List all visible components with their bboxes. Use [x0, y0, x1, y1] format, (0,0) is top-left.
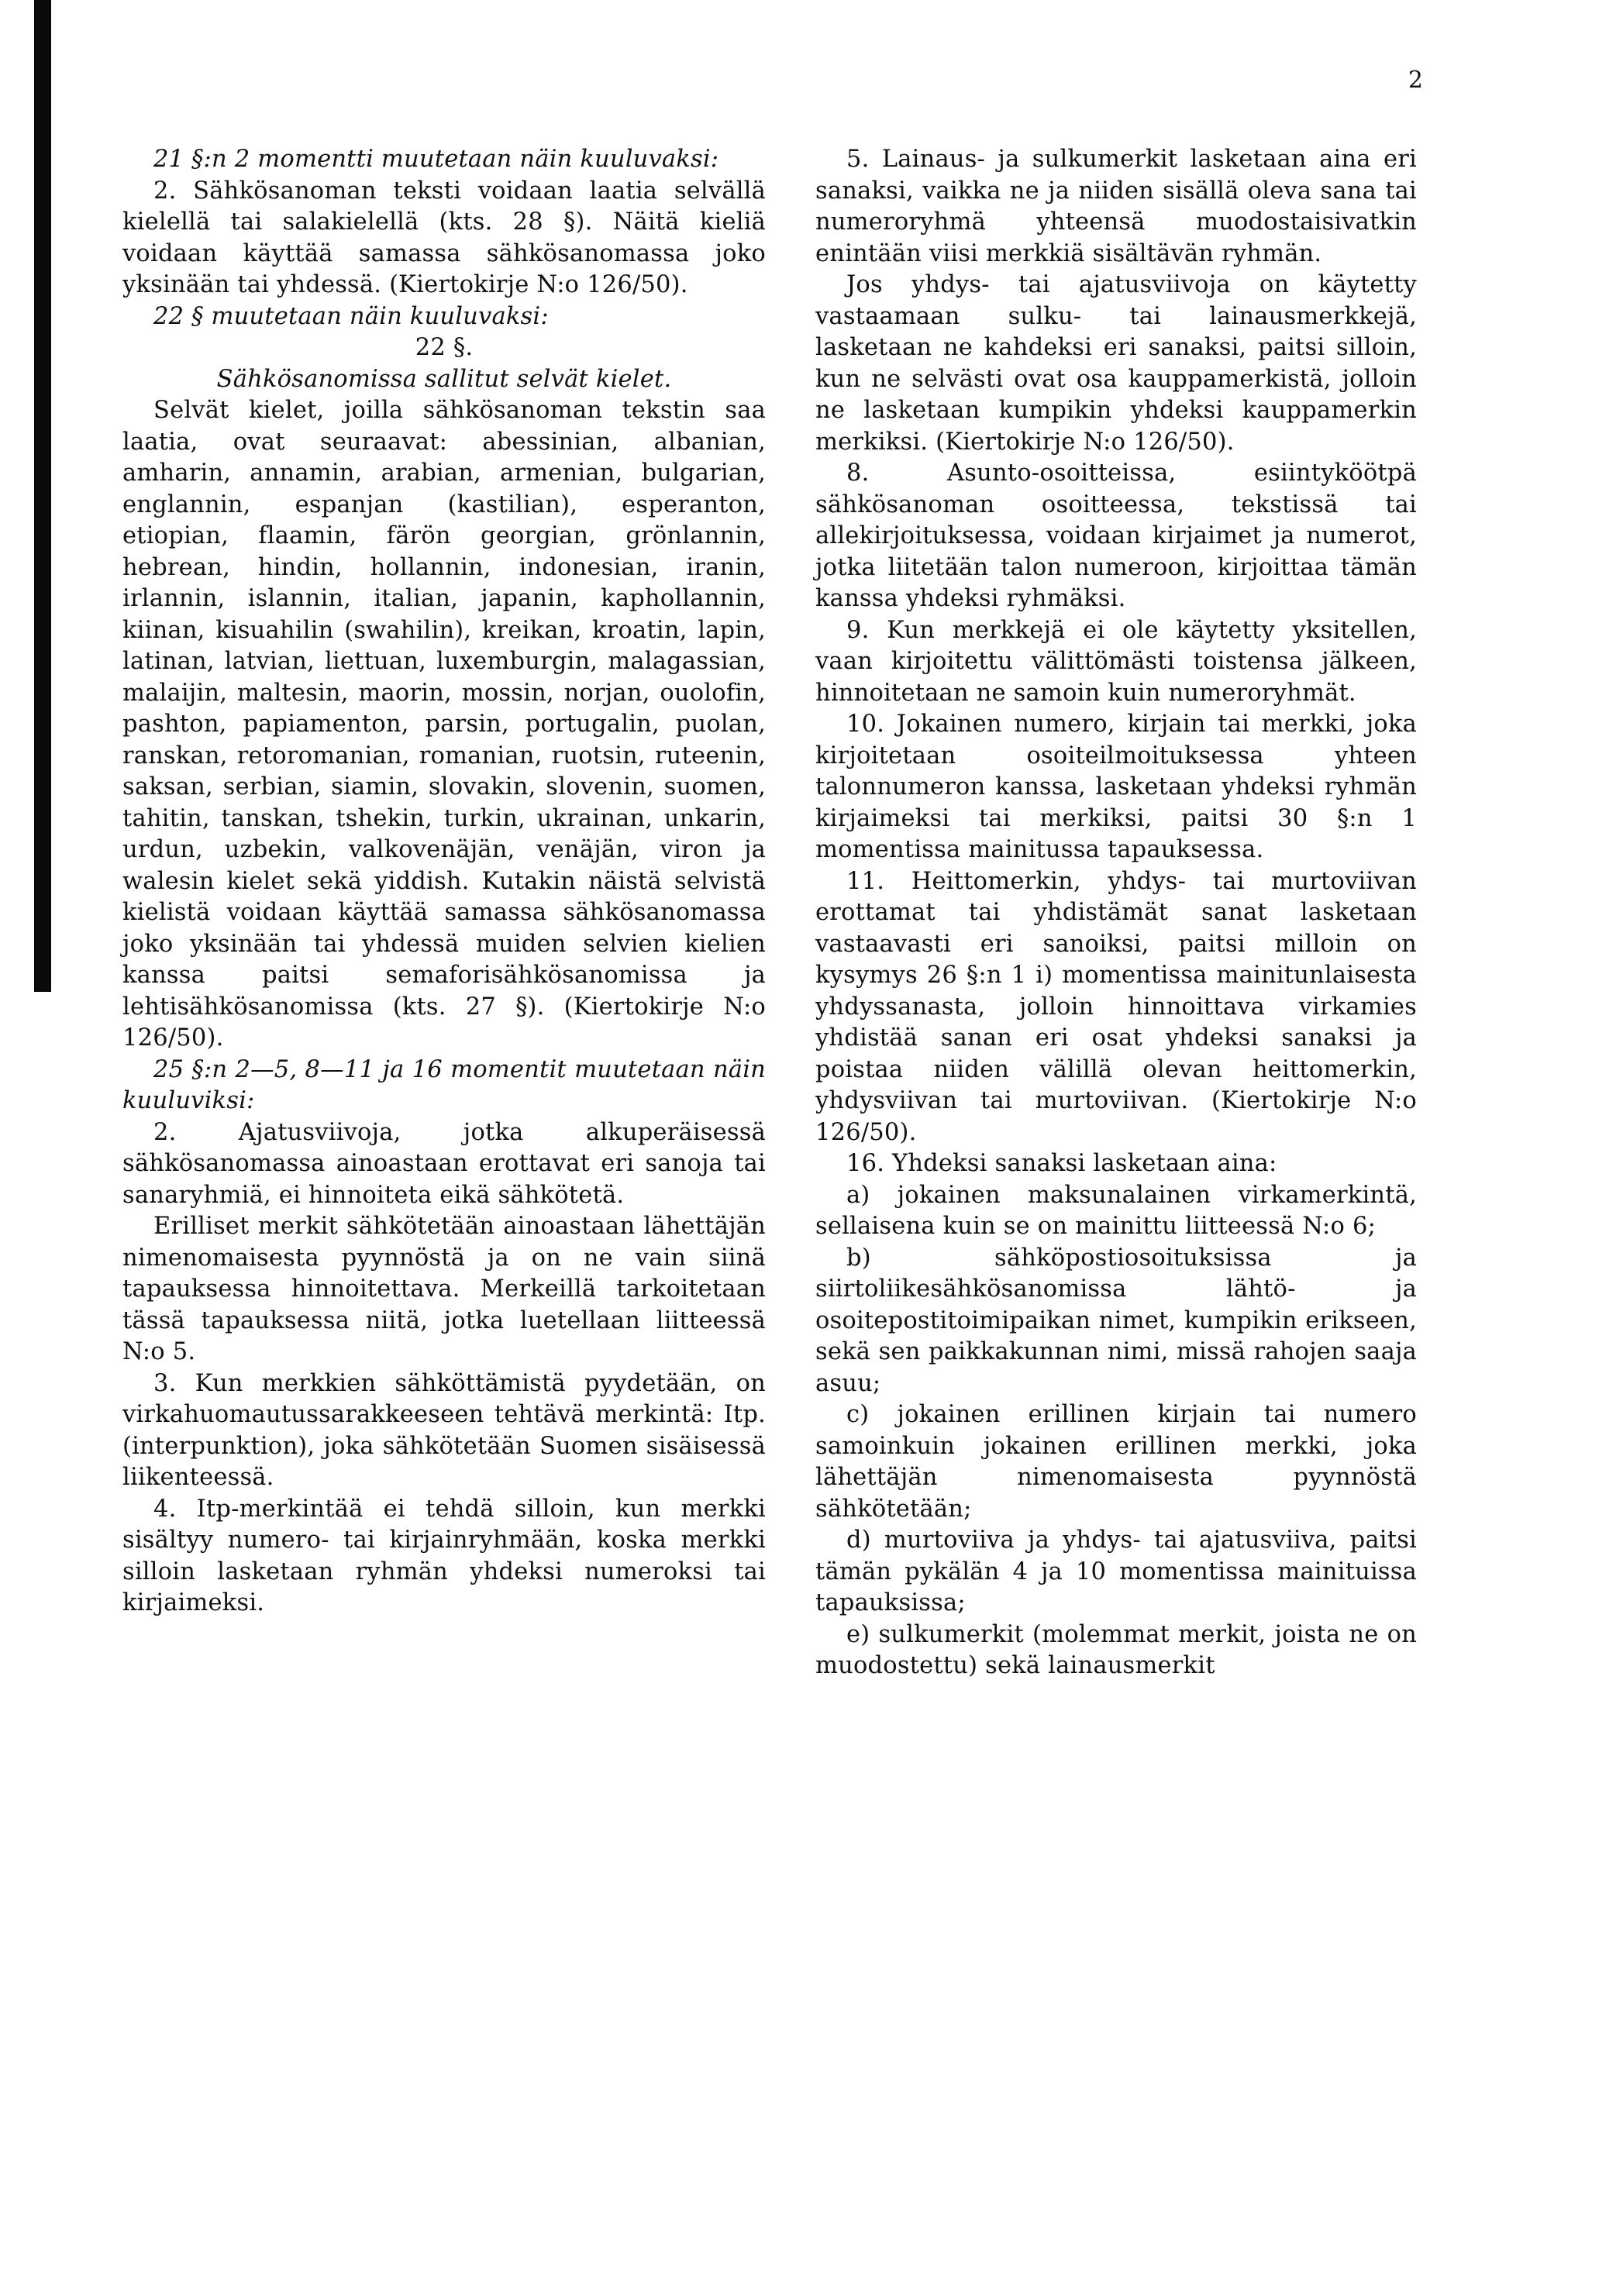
paragraph: 2. Ajatusviivoja, jotka alkuperäisessä sähkösanomassa ainoastaan erottavat eri sanoja tai sanaryhmiä, ei hinnoiteta eikä sähkötetä. [122, 1118, 766, 1209]
section-heading: 25 §:n 2—5, 8—11 ja 16 momentit muutetaan näin kuuluviksi: [122, 1055, 766, 1114]
paragraph: 16. Yhdeksi sanaksi lasketaan aina: [846, 1150, 1277, 1177]
paragraph: 4. Itp-merkintää ei tehdä silloin, kun merkki sisältyy numero- tai kirjainryhmään, koska merkki silloin lasketaan ryhmän yhdeksi numeroksi tai kirjaimeksi. [122, 1495, 766, 1616]
paragraph: 9. Kun merkkejä ei ole käytetty yksitellen, vaan kirjoitettu välittömästi toistensa jälkeen, hinnoitetaan ne samoin kuin numeroryhmät. [815, 616, 1417, 707]
list-item: b) sähköpostiosoituksissa ja siirtoliikesähkösanomissa lähtö- ja osoitepostitoimipaikan nimet, kumpikin erikseen, sekä sen paikkakunnan nimi, missä rahojen saaja asuu; [815, 1244, 1417, 1397]
list-item: d) murtoviiva ja yhdys- tai ajatusviiva, paitsi tämän pykälän 4 ja 10 momentissa mainituissa tapauksissa; [815, 1527, 1417, 1616]
scan-margin-bar [34, 0, 51, 992]
section-heading: 22 § muutetaan näin kuuluvaksi: [153, 302, 549, 330]
paragraph: 10. Jokainen numero, kirjain tai merkki, joka kirjoitetaan osoiteilmoituksessa yhteen talonnumeron kanssa, lasketaan yhdeksi ryhmän kirjaimeksi tai merkiksi, paitsi 30 §:n 1 momentissa mainitussa tapauksessa. [815, 711, 1417, 863]
paragraph: Erilliset merkit sähkötetään ainoastaan lähettäjän nimenomaisesta pyynnöstä ja on ne vain siinä tapauksessa hinnoitettava. Merkeillä tarkoitetaan tässä tapauksessa niitä, jotka luetellaan liitteessä N:o 5. [122, 1213, 766, 1365]
paragraph: 5. Lainaus- ja sulkumerkit lasketaan aina eri sanaksi, vaikka ne ja niiden sisällä oleva sana tai numeroryhmä yhteensä muodostaisivatkin enintään viisi merkkiä sisältävän ryhmän. [815, 146, 1417, 267]
paragraph: 2. Sähkösanoman teksti voidaan laatia selvällä kielellä tai salakielellä (kts. 28 §). Näitä kieliä voidaan käyttää samassa sähkösanomassa joko yksinään tai yhdessä. (Kiertokirje N:o 126/50). [122, 177, 766, 298]
paragraph: Jos yhdys- tai ajatusviivoja on käytetty vastaamaan sulku- tai lainausmerkkejä, lasketaan ne kahdeksi eri sanaksi, paitsi silloin, kun ne selvästi ovat osa kauppamerkistä, jolloin ne lasketaan kumpikin yhdeksi kauppamerkin merkiksi. (Kiertokirje N:o 126/50). [815, 271, 1417, 456]
section-heading: 21 §:n 2 momentti muutetaan näin kuuluvaksi: [153, 146, 719, 173]
section-number: 22 §. [415, 334, 474, 361]
list-item: a) jokainen maksunalainen virkamerkintä, sellaisena kuin se on mainittu liitteessä N:o 6; [815, 1181, 1417, 1240]
right-column [815, 144, 1417, 1682]
paragraph: 11. Heittomerkin, yhdys- tai murtoviivan erottamat tai yhdistämät sanat lasketaan vastaavasti eri sanoiksi, paitsi milloin on kysymys 26 §:n 1 i) momentissa mainitunlaisesta yhdyssanasta, jolloin hinnoittava virkamies yhdistää sanan eri osat yhdeksi sanaksi ja poistaa niiden välillä olevan heittomerkin, yhdysviivan tai murtoviivan. (Kiertokirje N:o 126/50). [815, 867, 1417, 1146]
paragraph: 3. Kun merkkien sähköttämistä pyydetään, on virkahuomautussarakkeeseen tehtävä merkintä: Itp. (interpunktion), joka sähkötetään Suomen sisäisessä liikenteessä. [122, 1369, 766, 1491]
left-column [122, 144, 766, 1620]
paragraph: Selvät kielet, joilla sähkösanoman tekstin saa laatia, ovat seuraavat: abessinian, albanian, amharin, annamin, arabian, armenian, bulgarian, englannin, espanjan (kastilian), esperanton, etiopian, flaamin, färön georgian, grönlannin, hebrean, hindin, hollannin, indonesian, iranin, irlannin, islannin, italian, japanin, kaphollannin, kiinan, kisuahilin (swahilin), kreikan, kroatin, lapin, latinan, latvian, liettuan, luxemburgin, malagassian, malaijin, maltesin, maorin, mossin, norjan, ouolofin, pashton, papiamenton, parsin, portugalin, puolan, ranskan, retoromanian, romanian, ruotsin, ruteenin, saksan, serbian, siamin, slovakin, slovenin, suomen, tahitin, tanskan, tshekin, turkin, ukrainan, unkarin, urdun, uzbekin, valkovenäjän, venäjän, viron ja walesin kielet sekä yiddish. Kutakin näistä selvistä kielistä voidaan käyttää samassa sähkösanomassa joko yksinään tai yhdessä muiden selvien kielien kanssa paitsi semaforisähkösanomissa ja lehtisähkösanomissa (kts. 27 §). (Kiertokirje N:o 126/50). [122, 397, 766, 1052]
section-title: Sähkösanomissa sallitut selvät kielet. [216, 365, 672, 393]
list-item: e) sulkumerkit (molemmat merkit, joista ne on muodostettu) sekä lainausmerkit [815, 1620, 1417, 1679]
paragraph: 8. Asunto-osoitteissa, esiintyköötpä sähkösanoman osoitteessa, tekstissä tai allekirjoituksessa, voidaan kirjaimet ja numerot, jotka liitetään talon numeroon, kirjoittaa tämän kanssa yhdeksi ryhmäksi. [815, 460, 1417, 612]
page-number: 2 [1408, 67, 1423, 94]
list-item: c) jokainen erillinen kirjain tai numero samoinkuin jokainen erillinen merkki, joka lähettäjän nimenomaisesta pyynnöstä sähkötetään; [815, 1401, 1417, 1523]
